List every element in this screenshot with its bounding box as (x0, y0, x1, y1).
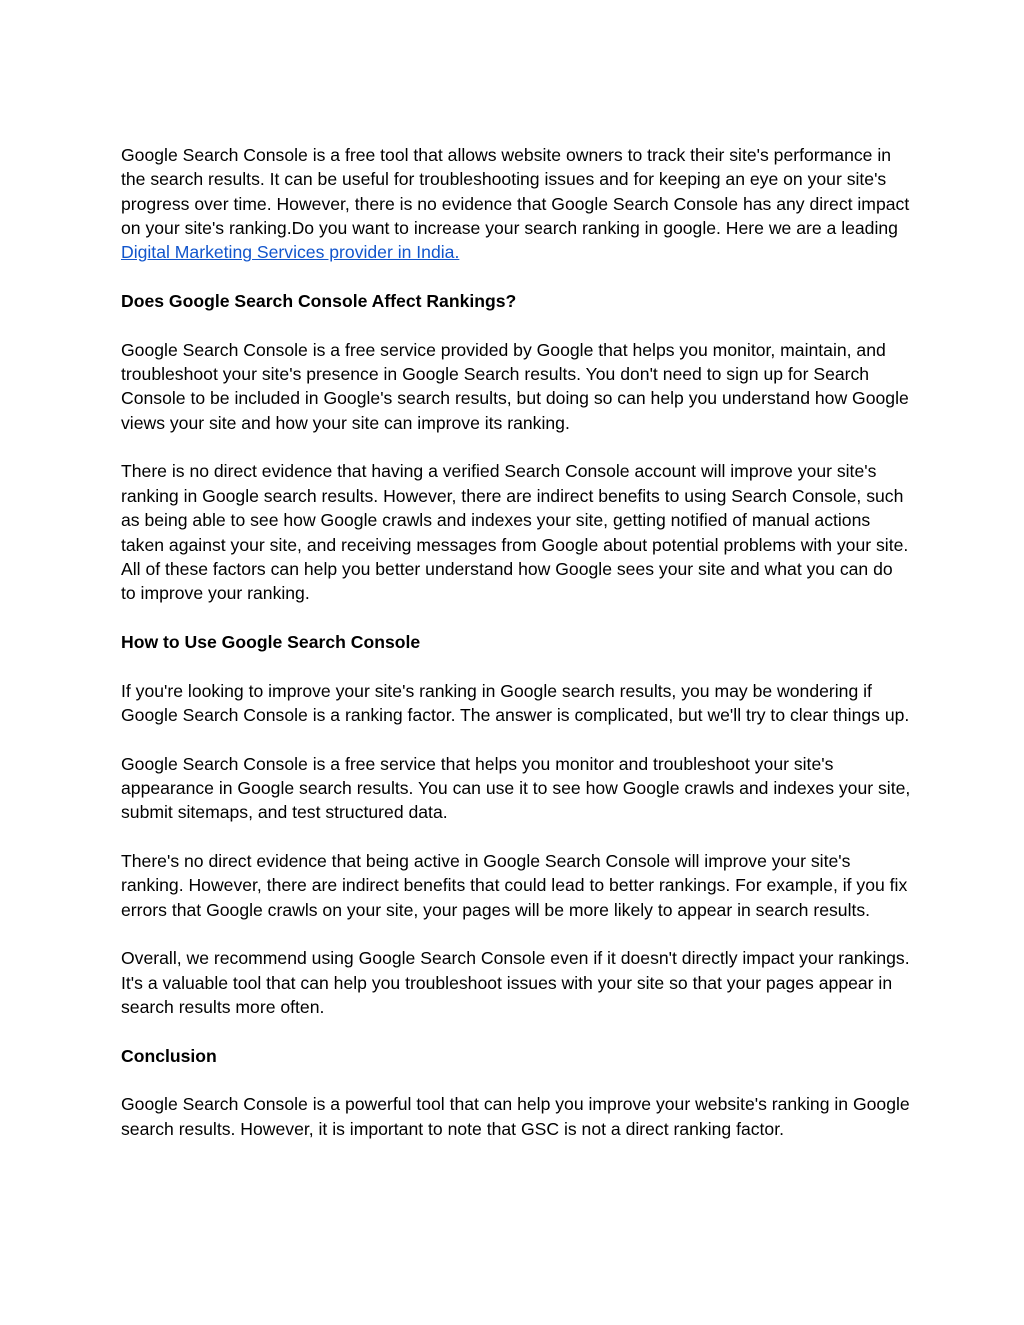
document-body (121, 143, 911, 1165)
paragraph: Google Search Console is a powerful tool that can help you improve your website's ranking in Google search results. However, it is important to note that GSC is not a direct ranking factor. (121, 1094, 910, 1139)
section-heading-conclusion: Conclusion (121, 1045, 217, 1066)
intro-paragraph (121, 143, 911, 265)
paragraph: Google Search Console is a free service that helps you monitor and troubleshoot your site's appearance in Google search results. You can use it to see how Google crawls and indexes your site, submit sitemaps, and test structured data. (121, 753, 911, 823)
intro-text: Google Search Console is a free tool that allows website owners to track their site's performance in the search results. It can be useful for troubleshooting issues and for keeping an eye on your site's progress over time. However, there is no evidence that Google Search Console has any direct impact on your site's ranking.Do you want to increase your search ranking in google. Here we are a leading (121, 145, 910, 239)
paragraph: If you're looking to improve your site's ranking in Google search results, you may be wondering if Google Search Console is a ranking factor. The answer is complicated, but we'll try to clear things up. (121, 680, 910, 725)
section-heading-how-to-use: How to Use Google Search Console (121, 631, 421, 652)
paragraph: Google Search Console is a free service provided by Google that helps you monitor, maintain, and troubleshoot your site's presence in Google Search results. You don't need to sign up for Search Console to be included in Google's search results, but doing so can help you understand how Google views your site and how your site can improve its ranking. (121, 339, 909, 433)
paragraph: There is no direct evidence that having a verified Search Console account will improve your site's ranking in Google search results. However, there are indirect benefits to using Search Console, such as being able to see how Google crawls and indexes your site, getting notified of manual actions taken against your site, and receiving messages from Google about potential problems with your site. All of these factors can help you better understand how Google sees your site and what you can do to improve your ranking. (121, 461, 909, 604)
paragraph: There's no direct evidence that being active in Google Search Console will improve your site's ranking. However, there are indirect benefits that could lead to better rankings. For example, if you fix errors that Google crawls on your site, your pages will be more likely to appear in search results. (121, 850, 908, 920)
digital-marketing-services-link[interactable]: Digital Marketing Services provider in India. (121, 242, 460, 263)
section-heading-affect-rankings: Does Google Search Console Affect Rankings? (121, 291, 517, 312)
paragraph: Overall, we recommend using Google Search Console even if it doesn't directly impact your rankings. It's a valuable tool that can help you troubleshoot issues with your site so that your pages appear in search results more often. (121, 948, 910, 1018)
